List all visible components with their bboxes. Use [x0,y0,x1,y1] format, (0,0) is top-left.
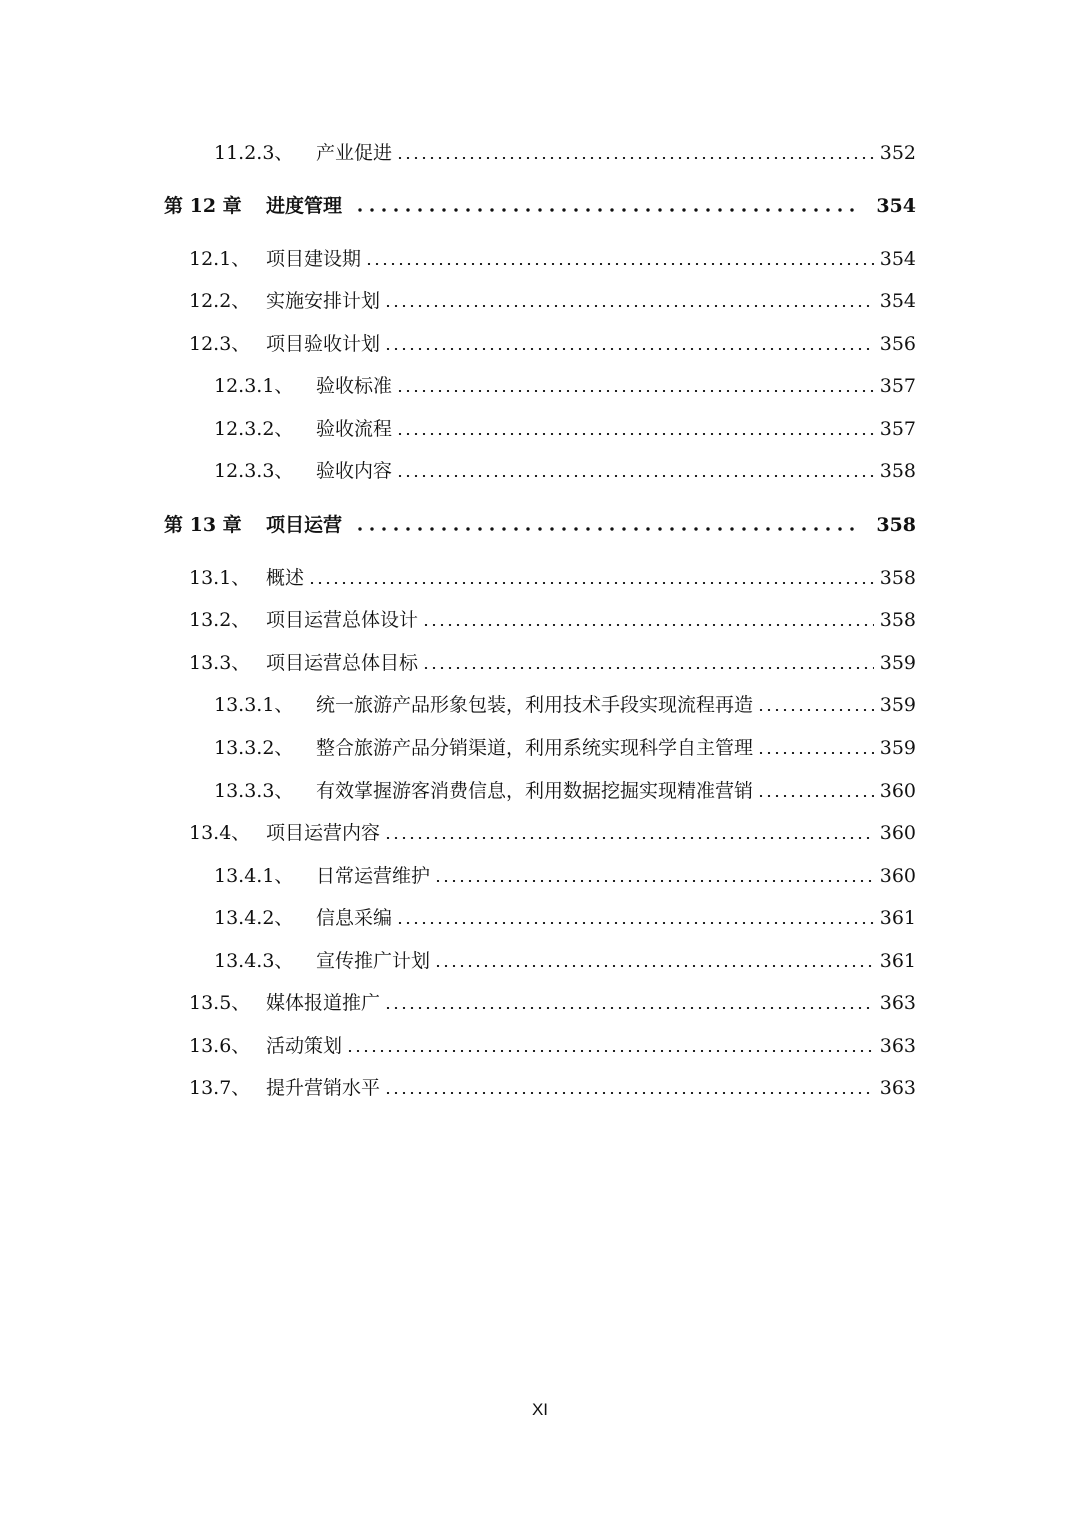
toc-entry-page: 356 [879,333,916,355]
dot-leader [396,922,874,924]
dot-leader [396,475,874,477]
toc-chapter-13[interactable] [164,510,916,540]
toc-entry-page: 358 [876,514,916,536]
toc-entry-number: 13.6、 [189,1035,251,1057]
toc-entry-page: 360 [879,822,916,844]
toc-entry-page: 358 [879,460,916,482]
toc-entry-title: 项目运营 [266,514,343,536]
toc-entry-page: 363 [879,1035,916,1057]
toc-entry-number: 13.3.3、 [214,780,294,802]
toc-entry-number: 13.7、 [189,1077,251,1099]
toc-entry-title: 提升营销水平 [266,1077,381,1099]
toc-entry-title: 信息采编 [316,907,393,929]
toc-entry-number: 12.3.2、 [214,418,294,440]
dot-leader [384,305,874,307]
dot-leader [384,1007,874,1009]
toc-entry-12-3[interactable] [189,329,916,359]
toc-entry-title: 项目验收计划 [266,333,381,355]
toc-entry-title: 统一旅游产品形象包装，利用技术手段实现流程再造 [316,694,754,716]
page-number: XI [531,1400,549,1419]
toc-entry-title: 媒体报道推广 [266,992,381,1014]
toc-chapter-12[interactable] [164,191,916,221]
toc-entry-title: 验收流程 [316,418,393,440]
toc-entry-page: 358 [879,567,916,589]
toc-entry-13-4[interactable] [189,818,916,848]
toc-entry-number: 11.2.3、 [214,142,294,164]
toc-entry-13-3-1[interactable] [214,690,916,720]
toc-entry-number: 12.3.3、 [214,460,294,482]
toc-entry-13-4-3[interactable] [214,946,916,976]
toc-entry-number: 13.5、 [189,992,251,1014]
toc-entry-title: 实施安排计划 [266,290,381,312]
toc-entry-11-2-3[interactable] [214,138,916,168]
toc-entry-number: 13.4、 [189,822,251,844]
toc-entry-12-2[interactable] [189,286,916,316]
toc-entry-title: 有效掌握游客消费信息，利用数据挖掘实现精准营销 [316,780,754,802]
toc-entry-13-4-1[interactable] [214,861,916,891]
toc-entry-title: 活动策划 [266,1035,343,1057]
dot-leader [396,157,874,159]
dot-leader [365,263,874,265]
toc-entry-number: 12.3.1、 [214,375,294,397]
toc-entry-title: 宣传推广计划 [316,950,431,972]
toc-entry-title: 项目建设期 [266,248,362,270]
toc-entry-page: 363 [879,1077,916,1099]
toc-entry-number: 13.1、 [189,567,251,589]
toc-entry-number: 13.3.1、 [214,694,294,716]
toc-entry-13-1[interactable] [189,563,916,593]
toc-entry-title: 项目运营总体设计 [266,609,419,631]
toc-entry-12-3-2[interactable] [214,414,916,444]
dot-leader [396,433,874,435]
toc-entry-12-1[interactable] [189,244,916,274]
dot-leader [396,390,874,392]
toc-entry-title: 进度管理 [266,195,343,217]
toc-entry-title: 项目运营内容 [266,822,381,844]
toc-entry-13-6[interactable] [189,1031,916,1061]
dot-leader [422,667,874,669]
toc-entry-12-3-1[interactable] [214,371,916,401]
toc-entry-number: 12.2、 [189,290,251,312]
dot-leader [757,709,874,711]
dot-leader [354,527,862,531]
toc-entry-number: 13.4.2、 [214,907,294,929]
dot-leader [422,624,874,626]
toc-entry-number: 13.4.1、 [214,865,294,887]
toc-entry-page: 357 [879,375,916,397]
dot-leader [434,965,874,967]
toc-entry-page: 357 [879,418,916,440]
dot-leader [757,795,874,797]
toc-entry-page: 360 [879,780,916,802]
dot-leader [384,348,874,350]
toc-entry-page: 359 [879,737,916,759]
toc-entry-page: 354 [879,290,916,312]
toc-entry-page: 361 [879,950,916,972]
toc-entry-13-7[interactable] [189,1073,916,1103]
toc-entry-13-3-3[interactable] [214,776,916,806]
toc-entry-number: 13.2、 [189,609,251,631]
toc-entry-number: 第 12 章 [164,195,242,217]
toc-entry-title: 整合旅游产品分销渠道，利用系统实现科学自主管理 [316,737,754,759]
toc-entry-page: 354 [876,195,916,217]
dot-leader [346,1050,874,1052]
toc-entry-title: 项目运营总体目标 [266,652,419,674]
toc-entry-page: 359 [879,694,916,716]
toc-entry-page: 354 [879,248,916,270]
dot-leader [308,582,874,584]
toc-entry-13-4-2[interactable] [214,903,916,933]
toc-entry-page: 361 [879,907,916,929]
dot-leader [354,208,862,212]
toc-entry-13-3-2[interactable] [214,733,916,763]
toc-entry-page: 360 [879,865,916,887]
toc-entry-number: 13.3.2、 [214,737,294,759]
toc-entry-number: 13.3、 [189,652,251,674]
dot-leader [757,752,874,754]
toc-entry-title: 验收标准 [316,375,393,397]
dot-leader [384,1092,874,1094]
toc-entry-13-3[interactable] [189,648,916,678]
toc-entry-number: 12.3、 [189,333,251,355]
dot-leader [384,837,874,839]
dot-leader [434,880,874,882]
toc-entry-title: 验收内容 [316,460,393,482]
toc-entry-page: 359 [879,652,916,674]
toc-entry-12-3-3[interactable] [214,456,916,486]
toc-entry-13-2[interactable] [189,605,916,635]
toc-entry-number: 第 13 章 [164,514,242,536]
toc-entry-page: 358 [879,609,916,631]
toc-entry-page: 363 [879,992,916,1014]
toc-entry-title: 日常运营维护 [316,865,431,887]
toc-entry-number: 12.1、 [189,248,251,270]
toc-entry-title: 概述 [266,567,305,589]
toc-entry-number: 13.4.3、 [214,950,294,972]
toc-entry-13-5[interactable] [189,988,916,1018]
toc-entry-page: 352 [879,142,916,164]
toc-entry-title: 产业促进 [316,142,393,164]
